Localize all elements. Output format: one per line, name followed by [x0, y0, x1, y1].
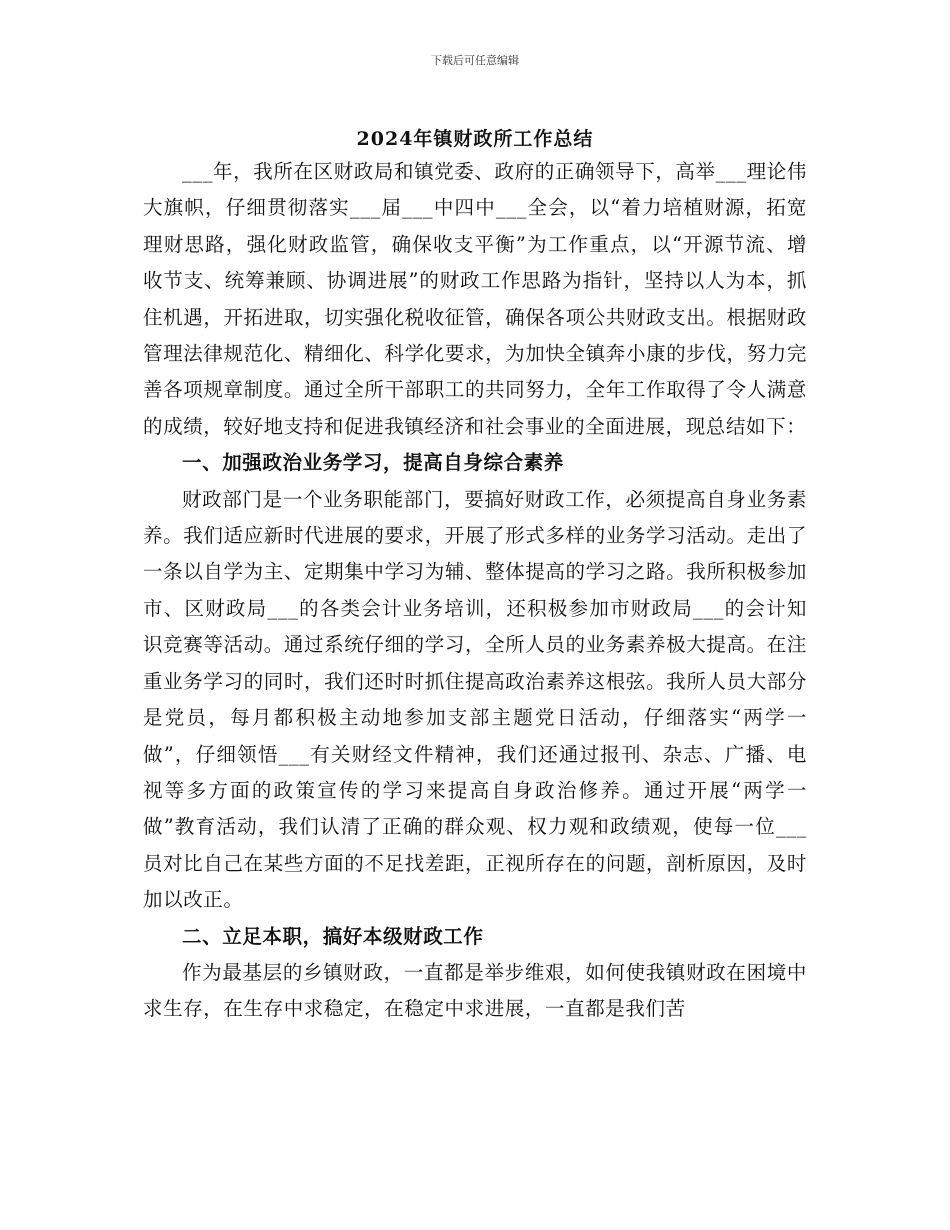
section-heading-2: 二、立足本职，搞好本级财政工作 — [182, 924, 484, 948]
intro-paragraph: ___年，我所在区财政局和镇党委、政府的正确领导下，高举___理论伟大旗帜，仔细贯彻落实___届___中四中___全会，以“着力培植财源，拓宽理财思路，强化财政监管，确保收支平衡”为工作重点，以“开源节流、增收节支、统筹兼顾、协调进展”的财政工作思路为指针，坚持以人为本，抓住机遇，开拓进取，切实强化税收征管，确保各项公共财政支出。根据财政管理法律规范化、精细化、科学化要求，为加快全镇奔小康的步伐，努力完善各项规章制度。通过全所干部职工的共同努力，全年工作取得了令人满意的成绩，较好地支持和促进我镇经济和社会事业的全面进展，现总结如下： — [143, 160, 807, 438]
section-2-paragraph: 作为最基层的乡镇财政，一直都是举步维艰，如何使我镇财政在困境中求生存，在生存中求稳定，在稳定中求进展，一直都是我们苦 — [143, 960, 807, 1021]
document-body — [143, 154, 807, 1028]
section-1-paragraph: 财政部门是一个业务职能部门，要搞好财政工作，必须提高自身业务素养。我们适应新时代进展的要求，开展了形式多样的业务学习活动。走出了一条以自学为主、定期集中学习为辅、整体提高的学习之路。我所积极参加市、区财政局___的各类会计业务培训，还积极参加市财政局___的会计知识竞赛等活动。通过系统仔细的学习，全所人员的业务素养极大提高。在注重业务学习的同时，我们还时时抓住提高政治素养这根弦。我所人员大部分是党员，每月都积极主动地参加支部主题党日活动，仔细落实“两学一做”，仔细领悟___有关财经文件精神，我们还通过报刊、杂志、广播、电视等多方面的政策宣传的学习来提高自身政治修养。通过开展“两学一做”教育活动，我们认清了正确的群众观、权力观和政绩观，使每一位___员对比自己在某些方面的不足找差距，正视所存在的问题，剖析原因，及时加以改正。 — [143, 487, 807, 912]
document-title: 2024年镇财政所工作总结 — [356, 128, 594, 150]
section-heading-1: 一、加强政治业务学习，提高自身综合素养 — [182, 451, 564, 475]
page-header-note: 下载后可任意编辑 — [431, 54, 519, 67]
